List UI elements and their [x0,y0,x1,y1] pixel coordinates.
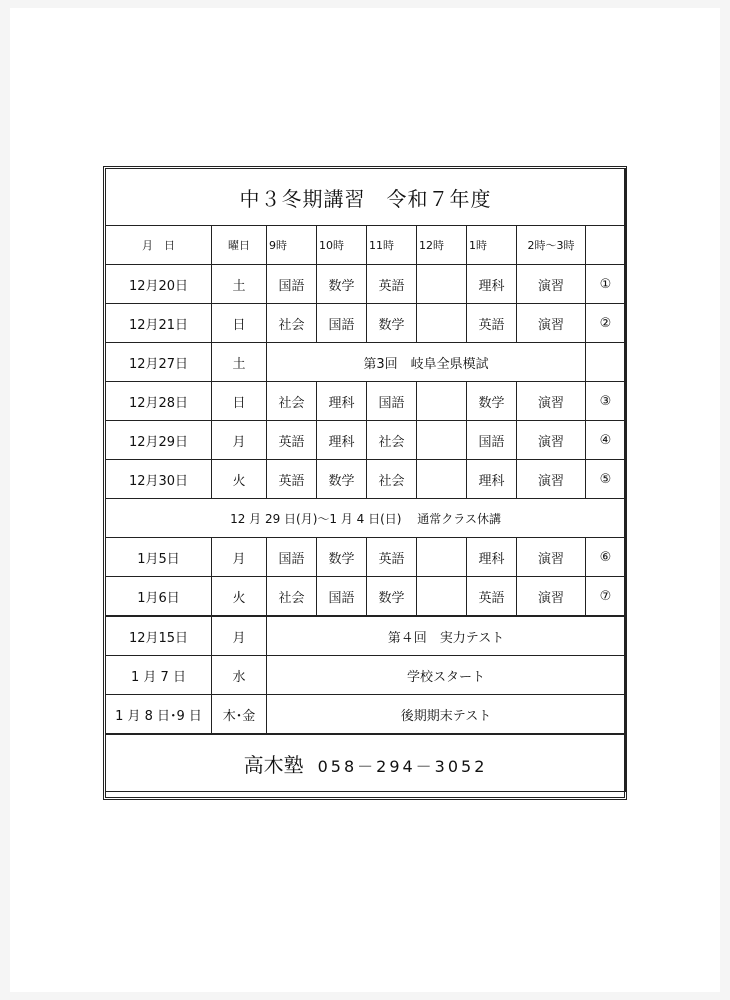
slot-2-3: 演習 [517,304,586,343]
row-day: 日 [212,382,267,421]
slot-12 [417,460,467,499]
session-number: ⑥ [586,538,626,577]
slot-9: 社会 [267,304,317,343]
slot-10: 数学 [317,538,367,577]
session-number: ① [586,265,626,304]
slot-12 [417,538,467,577]
slot-10: 理科 [317,382,367,421]
slot-11: 社会 [367,460,417,499]
slot-12 [417,577,467,617]
slot-9: 社会 [267,577,317,617]
slot-1: 数学 [467,382,517,421]
table-row [106,460,626,499]
slot-2-3: 演習 [517,538,586,577]
slot-2-3: 演習 [517,577,586,617]
row-day: 月 [212,538,267,577]
slot-1: 国語 [467,421,517,460]
header-date: 月 日 [106,226,212,265]
session-number [586,343,626,382]
slot-2-3: 演習 [517,382,586,421]
row-day: 日 [212,304,267,343]
header-day: 曜日 [212,226,267,265]
slot-10: 国語 [317,304,367,343]
event-day: 月 [212,616,267,656]
slot-2-3: 演習 [517,421,586,460]
event-date: 1 月 7 日 [106,656,212,695]
session-number: ⑤ [586,460,626,499]
schedule-title: 中３冬期講習 令和７年度 [106,169,626,226]
slot-11: 数学 [367,577,417,617]
table-row [106,538,626,577]
slot-10: 理科 [317,421,367,460]
event-day: 水 [212,656,267,695]
slot-12 [417,382,467,421]
table-row [106,343,626,382]
slot-11: 英語 [367,538,417,577]
table-row [106,421,626,460]
slot-12 [417,304,467,343]
row-day: 月 [212,421,267,460]
event-date: 12月15日 [106,616,212,656]
event-row [106,695,626,735]
header-11: 11時 [367,226,417,265]
row-date: 12月21日 [106,304,212,343]
header-12: 12時 [417,226,467,265]
session-number: ② [586,304,626,343]
row-event: 第3回 岐阜全県模試 [267,343,586,382]
header-2-3: 2時～3時 [517,226,586,265]
event-text: 学校スタート [267,656,626,695]
table-row [106,265,626,304]
row-day: 火 [212,577,267,617]
slot-9: 国語 [267,265,317,304]
footer [106,734,626,792]
event-text: 第４回 実力テスト [267,616,626,656]
slot-1: 英語 [467,577,517,617]
row-date: 12月27日 [106,343,212,382]
schedule-table [105,168,626,792]
header-10: 10時 [317,226,367,265]
slot-9: 英語 [267,421,317,460]
slot-11: 英語 [367,265,417,304]
slot-10: 数学 [317,265,367,304]
slot-11: 社会 [367,421,417,460]
slot-1: 英語 [467,304,517,343]
event-row [106,616,626,656]
slot-9: 社会 [267,382,317,421]
slot-11: 国語 [367,382,417,421]
row-date: 1月5日 [106,538,212,577]
row-date: 12月30日 [106,460,212,499]
table-row [106,382,626,421]
event-date: 1 月 8 日･9 日 [106,695,212,735]
header-1: 1時 [467,226,517,265]
row-date: 1月6日 [106,577,212,617]
slot-12 [417,265,467,304]
row-day: 土 [212,265,267,304]
event-day: 木･金 [212,695,267,735]
slot-2-3: 演習 [517,460,586,499]
phone-number: 058－294－3052 [317,756,488,776]
event-text: 後期期末テスト [267,695,626,735]
table-row [106,304,626,343]
session-number: ④ [586,421,626,460]
slot-10: 国語 [317,577,367,617]
slot-1: 理科 [467,538,517,577]
slot-9: 英語 [267,460,317,499]
row-date: 12月29日 [106,421,212,460]
slot-2-3: 演習 [517,265,586,304]
row-date: 12月20日 [106,265,212,304]
header-num [586,226,626,265]
header-9: 9時 [267,226,317,265]
slot-11: 数学 [367,304,417,343]
session-number: ③ [586,382,626,421]
slot-12 [417,421,467,460]
slot-9: 国語 [267,538,317,577]
row-day: 土 [212,343,267,382]
footer-row [106,734,626,792]
holiday-notice: 12 月 29 日(月)～1 月 4 日(日) 通常クラス休講 [106,499,626,538]
session-number: ⑦ [586,577,626,617]
table-row [106,577,626,617]
notice-row [106,499,626,538]
slot-10: 数学 [317,460,367,499]
school-name: 高木塾 [243,752,304,777]
slot-1: 理科 [467,265,517,304]
row-day: 火 [212,460,267,499]
slot-1: 理科 [467,460,517,499]
row-date: 12月28日 [106,382,212,421]
event-row [106,656,626,695]
header-row [106,226,626,265]
